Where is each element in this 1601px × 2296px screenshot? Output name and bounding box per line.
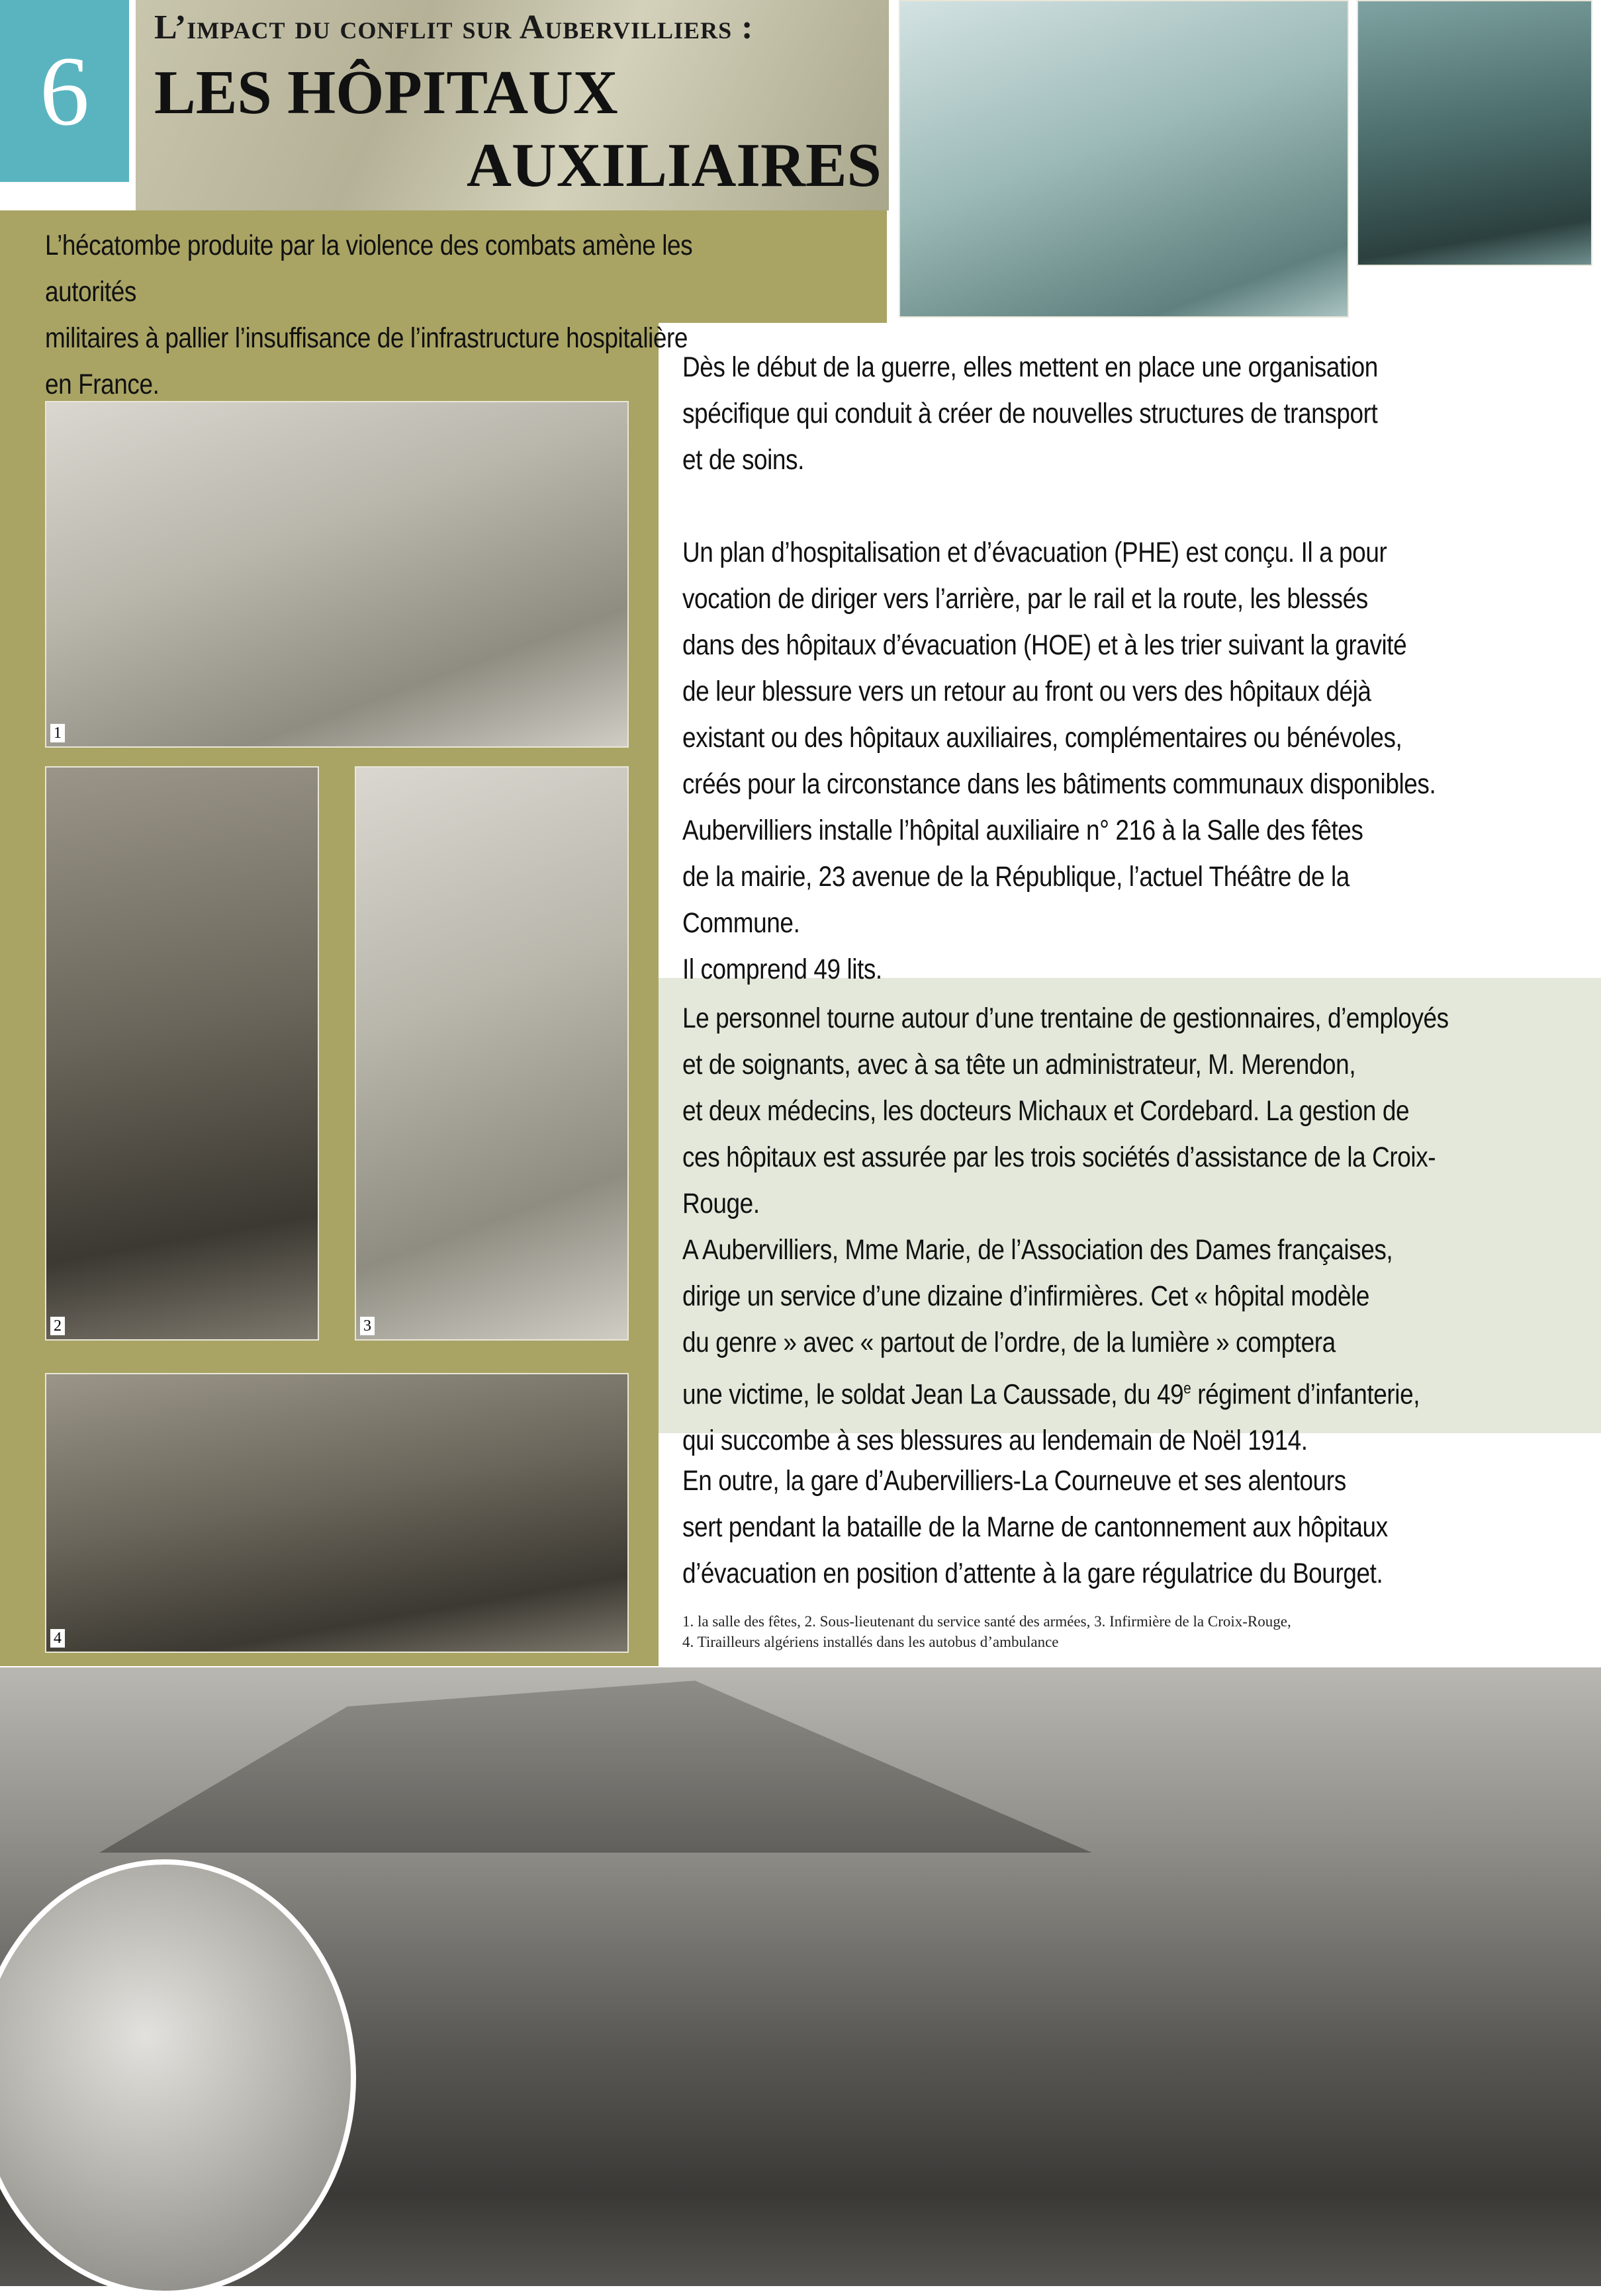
paragraph-2-block	[682, 529, 1582, 993]
paragraph-2: Un plan d’hospitalisation et d’évacuation (PHE) est conçu. Il a pour vocation de diriger vers l’arrière, par le rail et la route, les blessés dans des hôpitaux d’évacuation (HOE) et à les trier suivant la gravité de leur blessure vers un retour au front ou vers des hôpitaux déjà existant ou des hôpitaux auxiliaires, complémentaires ou bénévoles, créés pour la circonstance dans les bâtiments communaux disponibles. Aubervilliers installe l’hôpital auxiliaire n° 216 à la Salle des fêtes de la mairie, 23 avenue de la République, l’actuel Théâtre de la Commune. Il comprend 49 lits.	[682, 537, 1436, 985]
photo-salle-des-fetes	[45, 401, 629, 748]
paragraph-1-block	[682, 344, 1582, 483]
photo-number-4: 4	[50, 1629, 65, 1648]
paragraph-3-part-1: Le personnel tourne autour d’une trentaine de gestionnaires, d’employés et de soignants, avec à sa tête un administrateur, M. Merendon, et deux médecins, les docteurs Michaux et Cordebard. La gestion de ces hôpitaux est assurée par les trois sociétés d’assistance de la Croix-Rouge. A Aubervilliers, Mme Marie, de l’Association des Dames françaises, dirige un service d’une dizaine d’infirmières. Cet « hôpital modèle du genre » avec « partout de l’ordre, de la lumière » comptera une victime, le soldat Jean La Caussade, du 49	[682, 1002, 1449, 1411]
title-line-2: AUXILIAIRES	[467, 131, 882, 200]
ward-photo-beds	[899, 0, 1349, 318]
photo-tirailleurs	[45, 1373, 629, 1653]
photo-sous-lieutenant	[45, 766, 319, 1341]
photo-number-2: 2	[50, 1317, 65, 1335]
paragraph-4-block	[682, 1458, 1582, 1597]
paragraph-3-block	[682, 995, 1582, 1464]
ward-photo-corridor	[1357, 0, 1592, 266]
photo-captions: 1. la salle des fêtes, 2. Sous-lieutenant du service santé des armées, 3. Infirmière de la Croix-Rouge, 4. Tirailleurs algériens installés dans les autobus d’ambulance	[682, 1613, 1291, 1650]
title-kicker: L’impact du conflit sur Aubervilliers :	[154, 9, 754, 46]
captions-block	[682, 1611, 1589, 1652]
title-line-1: LES HÔPITAUX	[154, 58, 618, 127]
photo-number-3: 3	[360, 1317, 375, 1335]
intro-text: L’hécatombe produite par la violence des combats amène les autorités militaires à pallier l’insuffisance de l’infrastructure hospitalière en France.	[45, 230, 693, 400]
photo-number-1: 1	[50, 724, 65, 742]
paragraph-3-part-2: régiment d’infanterie, qui succombe à ses blessures au lendemain de Noël 1914.	[682, 1378, 1420, 1457]
paragraph-1: Dès le début de la guerre, elles mettent en place une organisation spécifique qui conduit à créer de nouvelles structures de transport et de soins.	[682, 351, 1378, 476]
photo-infirmiere	[355, 766, 629, 1341]
ordinal-suffix: e	[1183, 1380, 1191, 1397]
paragraph-3	[682, 995, 1457, 1464]
paragraph-4: En outre, la gare d’Aubervilliers-La Courneuve et ses alentours sert pendant la bataille de la Marne de cantonnement aux hôpitaux d’évacuation en position d’attente à la gare régulatrice du Bourget.	[682, 1465, 1388, 1589]
section-number: 6	[0, 0, 129, 182]
